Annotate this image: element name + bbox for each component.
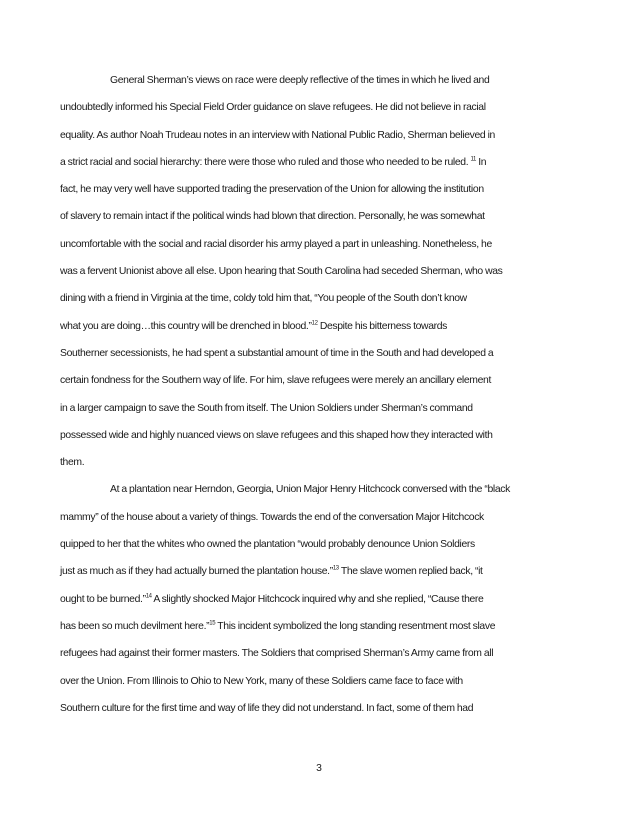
text-line: Southern culture for the first time and way of life they did not understand. In fact, some of them had — [60, 702, 474, 714]
text-line: over the Union. From Illinois to Ohio to New York, many of these Soldiers came face to face with — [60, 675, 463, 687]
text-line: in a larger campaign to save the South from itself. The Union Soldiers under Sherman’s command — [60, 402, 473, 414]
text-line: was a fervent Unionist above all else. Upon hearing that South Carolina had seceded Sherman, who was — [60, 266, 503, 278]
text-line: has been so much devilment here.”$^{15}$ This incident symbolized the long standing resentment most slave — [60, 620, 496, 632]
footnote-marker: 11 — [470, 156, 477, 163]
text-line: ought to be burned.”$^{14}$ A slightly shocked Major Hitchcock inquired why and she replied, “Cause there — [60, 593, 484, 605]
text-line: undoubtedly informed his Special Field Order guidance on slave refugees. He did not believe in racial — [60, 102, 486, 114]
text-line: uncomfortable with the social and racial disorder his army played a part in unleashing. Nonetheless, he — [60, 238, 492, 250]
text-line: certain fondness for the Southern way of life. For him, slave refugees were merely an ancillary element — [60, 375, 491, 387]
text-line: a strict racial and social hierarchy: there were those who ruled and those who needed to be ruled. $^{11}$ In — [60, 156, 487, 168]
text-line: what you are doing…this country will be drenched in blood.”$^{12}$ Despite his bitterness towards — [60, 320, 448, 332]
text-line: refugees had against their former masters. The Soldiers that comprised Sherman’s Army came from all — [60, 648, 494, 660]
footnote-marker: 13 — [332, 565, 339, 572]
text-line: quipped to her that the whites who owned the plantation “would probably denounce Union Soldiers — [60, 539, 475, 551]
footnote-marker: 12 — [311, 320, 318, 327]
text-line: General Sherman’s views on race were deeply reflective of the times in which he lived and — [110, 75, 490, 86]
text-line: fact, he may very well have supported trading the preservation of the Union for allowing the institution — [60, 184, 484, 196]
text-line: them. — [60, 457, 85, 469]
text-line: mammy” of the house about a variety of things. Towards the end of the conversation Major Hitchcock — [60, 511, 484, 523]
body-text — [60, 67, 578, 722]
text-line: Southerner secessionists, he had spent a substantial amount of time in the South and had developed a — [60, 347, 494, 359]
page-number: 3 — [316, 763, 322, 774]
text-line: of slavery to remain intact if the political winds had blown that direction. Personally, he was somewhat — [60, 211, 485, 223]
text-line: possessed wide and highly nuanced views on slave refugees and this shaped how they interacted with — [60, 429, 493, 441]
text-line: At a plantation near Herndon, Georgia, Union Major Henry Hitchcock conversed with the “black — [110, 484, 510, 496]
footnote-marker: 14 — [145, 593, 152, 600]
footnote-marker: 15 — [209, 620, 216, 627]
text-line: dining with a friend in Virginia at the time, coldy told him that, “You people of the South don’t know — [60, 293, 467, 305]
text-line: just as much as if they had actually burned the plantation house.”$^{13}$ The slave women replied back, “it — [60, 565, 483, 578]
text-line: equality. As author Noah Trudeau notes in an interview with National Public Radio, Sherman believed in — [60, 129, 495, 141]
